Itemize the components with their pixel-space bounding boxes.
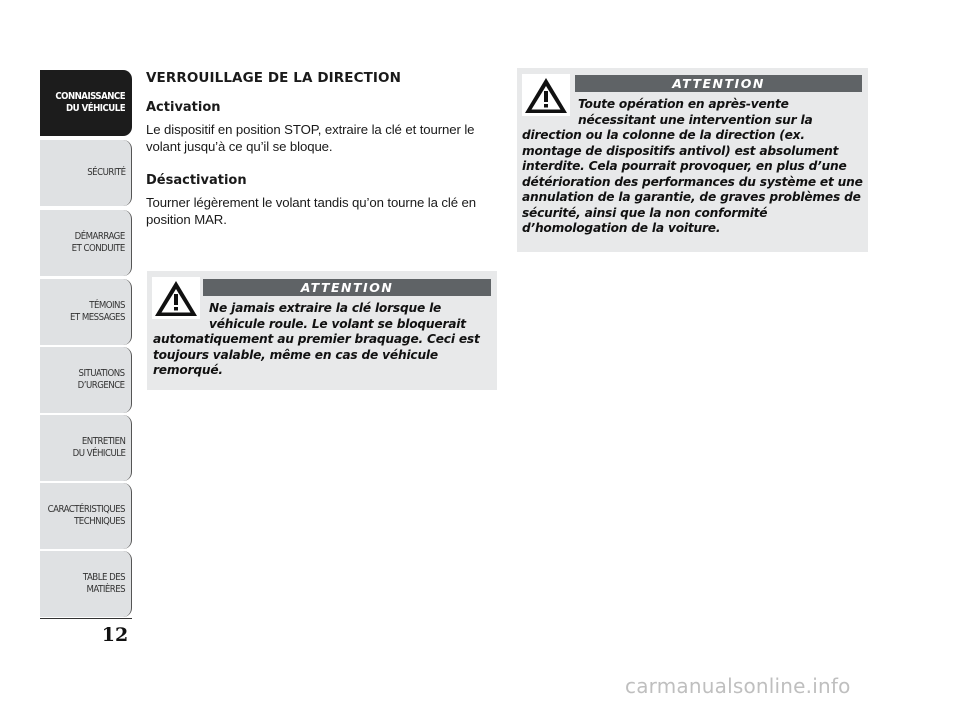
warning-text-rest: automatiquement au premier braquage. Ceci est toujours valable, même en cas de véhicule remorqué. bbox=[153, 332, 480, 377]
tab-label: SITUATIONS D’URGENCE bbox=[78, 368, 125, 391]
tab-label: ENTRETIEN DU VÉHICULE bbox=[72, 436, 125, 459]
watermark: carmanualsonline.info bbox=[625, 674, 851, 698]
warning-text-indent: Ne jamais extraire la clé lorsque le véhicule roule. Le volant se bloquerait bbox=[209, 301, 466, 331]
tab-label: TABLE DES MATIÈRES bbox=[82, 572, 125, 595]
tab-entretien-du-vehicule[interactable] bbox=[40, 415, 132, 481]
warning-box-key bbox=[147, 271, 497, 390]
tab-label: CONNAISSANCE DU VÉHICULE bbox=[55, 91, 125, 114]
warning-text-rest: direction ou la colonne de la direction (ex. montage de dispositifs antivol) est absolument interdite. Cela pourrait provoquer, en plus d’une détérioration des performances du système et une annulation de la garantie, de graves problèmes de sécurité, ainsi que la non conformité d’homologation de la voiture. bbox=[522, 128, 863, 235]
activation-heading: Activation bbox=[146, 100, 221, 115]
tab-securite[interactable] bbox=[40, 140, 132, 206]
activation-text: Le dispositif en position STOP, extraire la clé et tourner le volant jusqu’à ce qu’il se bloque. bbox=[146, 122, 475, 154]
tab-caracteristiques-techniques[interactable] bbox=[40, 483, 132, 549]
tab-connaissance-du-vehicule[interactable] bbox=[40, 70, 132, 136]
warning-header: ATTENTION bbox=[575, 75, 862, 92]
tab-situations-d-urgence[interactable] bbox=[40, 347, 132, 413]
tab-temoins-et-messages[interactable] bbox=[40, 279, 132, 345]
tab-label: SÉCURITÉ bbox=[86, 167, 125, 178]
tab-label: DÉMARRAGE ET CONDUITE bbox=[71, 231, 125, 254]
tab-demarrage-et-conduite[interactable] bbox=[40, 210, 132, 276]
deactivation-heading: Désactivation bbox=[146, 173, 247, 188]
deactivation-text: Tourner légèrement le volant tandis qu’on tourne la clé en position MAR. bbox=[146, 195, 476, 227]
warning-text bbox=[522, 97, 864, 237]
tab-label: TÉMOINS ET MESSAGES bbox=[70, 300, 125, 323]
section-title: VERROUILLAGE DE LA DIRECTION bbox=[146, 70, 402, 86]
warning-header: ATTENTION bbox=[203, 279, 491, 296]
warning-text-indent: Toute opération en après-vente nécessitant une intervention sur la bbox=[578, 97, 813, 127]
page-number: 12 bbox=[101, 624, 129, 646]
tab-label: CARACTÉRISTIQUES TECHNIQUES bbox=[47, 504, 125, 527]
warning-box-aftersales bbox=[517, 68, 868, 252]
main-content bbox=[146, 70, 498, 246]
sidebar-divider bbox=[40, 618, 132, 619]
tab-table-des-matieres[interactable] bbox=[40, 551, 132, 617]
chapter-tabs bbox=[40, 70, 133, 618]
warning-text bbox=[153, 301, 493, 379]
